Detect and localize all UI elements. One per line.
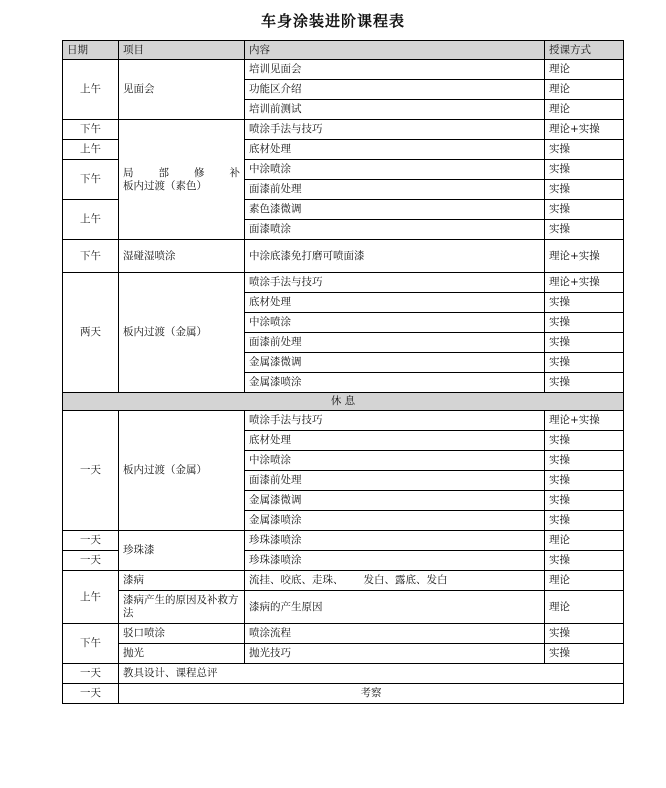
- content-cell: 底材处理: [245, 431, 545, 451]
- date-cell: 一天: [63, 411, 119, 531]
- date-cell: 下午: [63, 240, 119, 273]
- project-line: 局 部 修 补: [123, 166, 240, 179]
- method-cell: 理论+实操: [545, 273, 624, 293]
- method-cell: 理论: [545, 100, 624, 120]
- method-cell: 实操: [545, 451, 624, 471]
- content-cell: 金属漆喷涂: [245, 373, 545, 393]
- content-cell: 面漆喷涂: [245, 220, 545, 240]
- project-cell: 驳口喷涂: [119, 624, 245, 644]
- content-cell: 面漆前处理: [245, 180, 545, 200]
- course-schedule-table: [62, 40, 624, 704]
- content-cell: 功能区介绍: [245, 80, 545, 100]
- header-method: 授课方式: [545, 41, 624, 60]
- project-cell: 见面会: [119, 60, 245, 120]
- method-cell: 实操: [545, 624, 624, 644]
- content-cell: 底材处理: [245, 140, 545, 160]
- method-cell: 理论: [545, 60, 624, 80]
- summary-cell: 教具设计、课程总评: [119, 664, 624, 684]
- date-cell: 一天: [63, 664, 119, 684]
- date-cell: 下午: [63, 624, 119, 664]
- table-row: [63, 624, 624, 644]
- table-row: [63, 273, 624, 293]
- project-cell: 珍珠漆: [119, 531, 245, 571]
- date-cell: 上午: [63, 571, 119, 624]
- method-cell: 理论+实操: [545, 120, 624, 140]
- project-cell: 漆病产生的原因及补救方法: [119, 591, 245, 624]
- inspection-cell: 考察: [119, 684, 624, 704]
- method-cell: 实操: [545, 313, 624, 333]
- content-cell: 中涂喷涂: [245, 160, 545, 180]
- rest-row: [63, 393, 624, 411]
- table-row: [63, 591, 624, 624]
- project-cell: [119, 120, 245, 240]
- date-cell: 下午: [63, 160, 119, 200]
- method-cell: 理论+实操: [545, 240, 624, 273]
- method-cell: 实操: [545, 431, 624, 451]
- method-cell: 实操: [545, 333, 624, 353]
- table-row: [63, 411, 624, 431]
- method-cell: 理论: [545, 80, 624, 100]
- project-cell: 漆病: [119, 571, 245, 591]
- method-cell: 实操: [545, 293, 624, 313]
- method-cell: 实操: [545, 160, 624, 180]
- method-cell: 实操: [545, 644, 624, 664]
- table-row: [63, 120, 624, 140]
- content-cell: 珍珠漆喷涂: [245, 531, 545, 551]
- project-cell: 板内过渡（金属）: [119, 411, 245, 531]
- date-cell: 上午: [63, 140, 119, 160]
- date-cell: 上午: [63, 60, 119, 120]
- method-cell: 实操: [545, 491, 624, 511]
- content-cell: 中涂底漆免打磨可喷面漆: [245, 240, 545, 273]
- method-cell: 实操: [545, 373, 624, 393]
- content-cell: 中涂喷涂: [245, 451, 545, 471]
- header-project: 项目: [119, 41, 245, 60]
- date-cell: 一天: [63, 551, 119, 571]
- method-cell: 实操: [545, 200, 624, 220]
- method-cell: 实操: [545, 471, 624, 491]
- table-row: [63, 571, 624, 591]
- table-row: [63, 664, 624, 684]
- project-cell: 板内过渡（金属）: [119, 273, 245, 393]
- table-row: [63, 644, 624, 664]
- content-cell: 喷涂手法与技巧: [245, 273, 545, 293]
- date-cell: 一天: [63, 531, 119, 551]
- content-cell: 抛光技巧: [245, 644, 545, 664]
- method-cell: 实操: [545, 353, 624, 373]
- content-cell: 面漆前处理: [245, 471, 545, 491]
- rest-label: 休 息: [63, 393, 624, 411]
- method-cell: 实操: [545, 180, 624, 200]
- date-cell: 两天: [63, 273, 119, 393]
- method-cell: 实操: [545, 511, 624, 531]
- content-cell: 金属漆微调: [245, 491, 545, 511]
- date-cell: 上午: [63, 200, 119, 240]
- page-title: 车身涂装进阶课程表: [260, 12, 405, 30]
- content-cell: 喷涂手法与技巧: [245, 120, 545, 140]
- content-cell: 金属漆微调: [245, 353, 545, 373]
- method-cell: 理论+实操: [545, 411, 624, 431]
- table-header-row: [63, 41, 624, 60]
- content-cell: 喷涂流程: [245, 624, 545, 644]
- header-date: 日期: [63, 41, 119, 60]
- project-line: 板内过渡（素色）: [123, 179, 207, 192]
- table-row: [63, 60, 624, 80]
- table-row: [63, 684, 624, 704]
- content-cell: 喷涂手法与技巧: [245, 411, 545, 431]
- content-cell: 培训见面会: [245, 60, 545, 80]
- content-cell: 金属漆喷涂: [245, 511, 545, 531]
- project-cell: 湿碰湿喷涂: [119, 240, 245, 273]
- method-cell: 理论: [545, 591, 624, 624]
- content-cell: 底材处理: [245, 293, 545, 313]
- content-cell: 流挂、咬底、走珠、 发白、露底、发白: [245, 571, 545, 591]
- content-cell: 珍珠漆喷涂: [245, 551, 545, 571]
- content-cell: 素色漆微调: [245, 200, 545, 220]
- content-cell: 中涂喷涂: [245, 313, 545, 333]
- table-row: [63, 531, 624, 551]
- date-cell: 一天: [63, 684, 119, 704]
- content-cell: 漆病的产生原因: [245, 591, 545, 624]
- method-cell: 实操: [545, 220, 624, 240]
- table-row: [63, 240, 624, 273]
- header-content: 内容: [245, 41, 545, 60]
- content-cell: 面漆前处理: [245, 333, 545, 353]
- content-cell: 培训前测试: [245, 100, 545, 120]
- date-cell: 下午: [63, 120, 119, 140]
- project-cell: 抛光: [119, 644, 245, 664]
- method-cell: 实操: [545, 140, 624, 160]
- method-cell: 实操: [545, 551, 624, 571]
- method-cell: 理论: [545, 571, 624, 591]
- method-cell: 理论: [545, 531, 624, 551]
